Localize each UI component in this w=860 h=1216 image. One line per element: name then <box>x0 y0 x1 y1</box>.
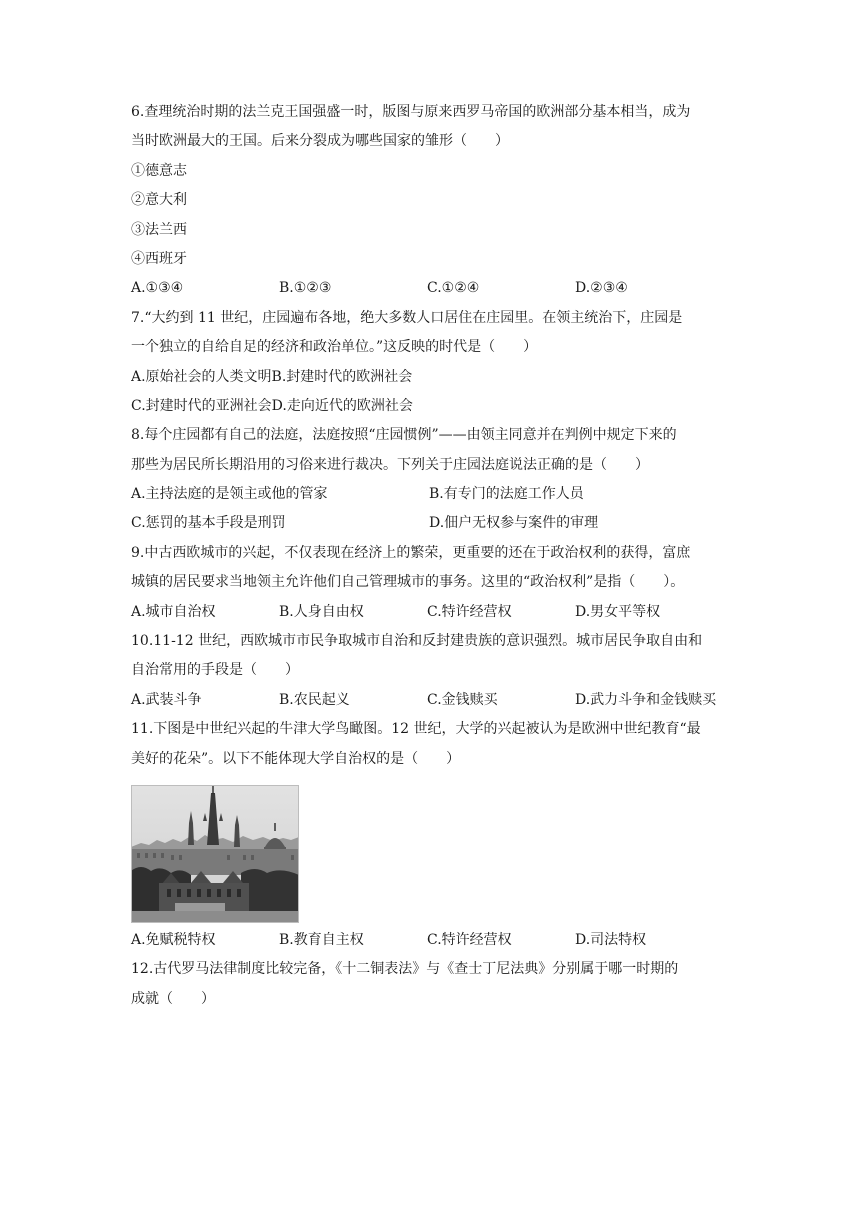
question-9-option-d[interactable]: D.男女平等权 <box>575 603 661 620</box>
question-7-stem-line-1: 7.“大约到 11 世纪，庄园遍布各地，绝大多数人口居住在庄园里。在领主统治下，庄园是 <box>131 309 683 326</box>
question-10-options <box>131 686 741 715</box>
question-6-stem-line-2: 当时欧洲最大的王国。后来分裂成为哪些国家的雏形（ ） <box>131 133 509 150</box>
question-7-options-cd[interactable]: C.封建时代的亚洲社会D.走向近代的欧洲社会 <box>131 397 413 414</box>
question-9-options <box>131 598 741 627</box>
question-10-option-c[interactable]: C.金钱赎买 <box>427 691 498 708</box>
question-6-option-a[interactable]: A.①③④ <box>131 280 184 297</box>
question-6-item-1: ①德意志 <box>131 162 187 179</box>
question-8 <box>131 421 741 539</box>
question-6-option-b[interactable]: B.①②③ <box>279 280 332 297</box>
question-9-stem-line-2: 城镇的居民要求当地领主允许他们自己管理城市的事务。这里的“政治权利”是指（ ）。 <box>131 574 685 591</box>
question-11 <box>131 715 741 955</box>
question-8-options-row-1 <box>131 480 741 509</box>
question-10-option-b[interactable]: B.农民起义 <box>279 691 350 708</box>
question-6-option-c[interactable]: C.①②④ <box>427 280 480 297</box>
question-12-stem-line-2: 成就（ ） <box>131 990 215 1007</box>
question-9-stem-line-1: 9.中古西欧城市的兴起，不仅表现在经济上的繁荣，更重要的还在于政治权利的获得，富庶 <box>131 544 691 561</box>
question-11-option-b[interactable]: B.教育自主权 <box>279 931 364 948</box>
question-8-stem-line-1: 8.每个庄园都有自己的法庭，法庭按照“庄园惯例”——由领主同意并在判例中规定下来的 <box>131 427 677 444</box>
question-6-stem-line-1: 6.查理统治时期的法兰克王国强盛一时，版图与原来西罗马帝国的欧洲部分基本相当，成为 <box>131 104 691 120</box>
question-11-stem-line-2: 美好的花朵”。以下不能体现大学自治权的是（ ） <box>131 750 461 767</box>
question-8-option-b[interactable]: B.有专门的法庭工作人员 <box>429 486 584 503</box>
question-9-option-c[interactable]: C.特许经营权 <box>427 603 512 620</box>
question-6-item-4: ④西班牙 <box>131 250 187 267</box>
question-10-stem-line-1: 10.11-12 世纪，西欧城市市民争取城市自治和反封建贵族的意识强烈。城市居民争取自由和 <box>131 633 703 650</box>
question-8-option-c[interactable]: C.惩罚的基本手段是刑罚 <box>131 515 286 532</box>
question-8-stem-line-2: 那些为居民所长期沿用的习俗来进行裁决。下列关于庄园法庭说法正确的是（ ） <box>131 456 649 473</box>
question-6-option-d[interactable]: D.②③④ <box>575 280 628 297</box>
question-12 <box>131 955 741 1014</box>
question-9-option-a[interactable]: A.城市自治权 <box>131 603 216 620</box>
question-11-option-a[interactable]: A.免赋税特权 <box>131 931 216 948</box>
question-6-item-3: ③法兰西 <box>131 221 187 238</box>
question-11-stem-line-1: 11.下图是中世纪兴起的牛津大学鸟瞰图。12 世纪，大学的兴起被认为是欧洲中世纪教育“最 <box>131 721 701 738</box>
question-11-options <box>131 926 741 955</box>
question-7-options-ab[interactable]: A.原始社会的人类文明B.封建时代的欧洲社会 <box>131 368 413 385</box>
question-8-option-a[interactable]: A.主持法庭的是领主或他的管家 <box>131 486 328 503</box>
exam-page <box>131 98 741 1014</box>
question-11-option-d[interactable]: D.司法特权 <box>575 931 647 948</box>
question-12-stem-line-1: 12.古代罗马法律制度比较完备，《十二铜表法》与《查士丁尼法典》分别属于哪一时期的 <box>131 961 679 978</box>
question-10-option-a[interactable]: A.武装斗争 <box>131 691 202 708</box>
question-10-stem-line-2: 自治常用的手段是（ ） <box>131 662 299 679</box>
question-6-options <box>131 274 741 303</box>
question-8-options-row-2 <box>131 509 741 538</box>
question-8-option-d[interactable]: D.佃户无权参与案件的审理 <box>429 515 599 532</box>
question-9-option-b[interactable]: B.人身自由权 <box>279 603 364 620</box>
oxford-aerial-photo <box>131 785 299 923</box>
question-6 <box>131 98 741 304</box>
question-9 <box>131 539 741 627</box>
question-7-stem-line-2: 一个独立的自给自足的经济和政治单位。”这反映的时代是（ ） <box>131 339 538 356</box>
question-7 <box>131 304 741 422</box>
question-10-option-d[interactable]: D.武力斗争和金钱赎买 <box>575 691 717 708</box>
question-11-option-c[interactable]: C.特许经营权 <box>427 931 512 948</box>
question-10 <box>131 627 741 715</box>
question-6-item-2: ②意大利 <box>131 192 187 209</box>
